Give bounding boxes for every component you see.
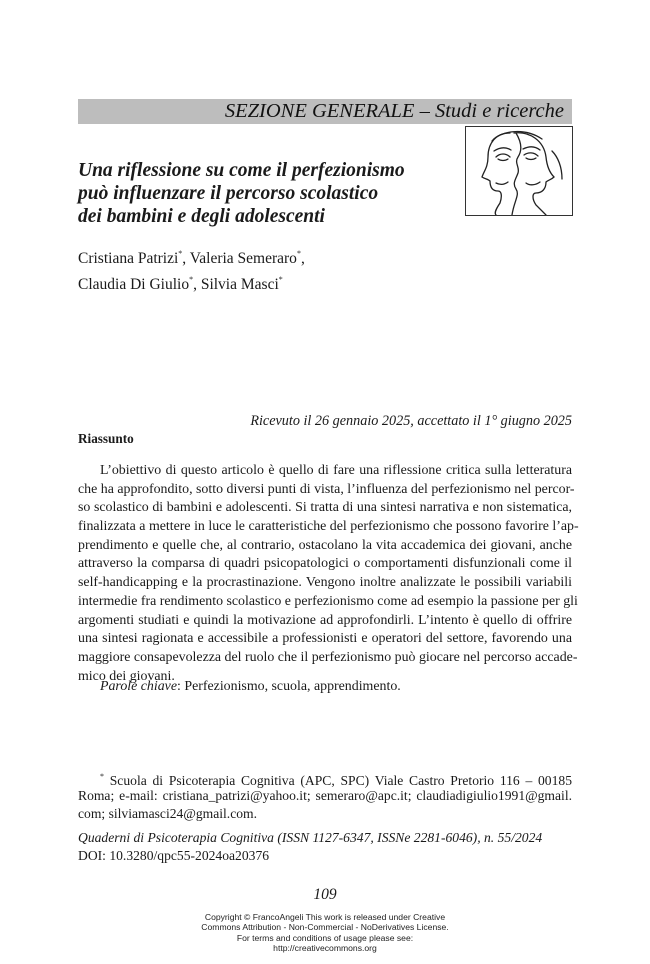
keywords-label: Parole chiave xyxy=(100,679,178,694)
title-line: Una riflessione su come il perfezionismo xyxy=(78,160,405,181)
abstract-line: che ha approfondito, sotto diversi punti di vista, l’influenza del perfezionismo nel percor- xyxy=(78,481,575,497)
journal-logo-faces-drawing xyxy=(465,126,573,216)
faces-sketch-icon xyxy=(466,127,572,215)
abstract-line: mico dei giovani. xyxy=(78,668,175,684)
abstract-heading: Riassunto xyxy=(78,431,134,446)
abstract-line: finalizzata a mettere in luce le caratteristiche del perfezionismo che possono favorire l’ap- xyxy=(78,519,579,535)
affiliation-mark: * xyxy=(178,249,183,258)
affiliation-mark: * xyxy=(296,249,301,258)
copyright-notice xyxy=(0,912,650,954)
abstract-line: attraverso la comparsa di quadri psicopatologici o comportamenti disfunzionali come il xyxy=(78,556,572,572)
author-separator: , xyxy=(193,276,201,293)
author-list xyxy=(78,243,458,295)
abstract-line: maggiore consapevolezza del ruolo che il perfezionismo può giocare nel percorso accade- xyxy=(78,649,578,665)
abstract-line: self-handicapping e la procrastinazione. Vengono inoltre analizzate le possibili variabili xyxy=(78,575,572,591)
section-header-bar xyxy=(78,99,572,124)
author-line xyxy=(78,243,458,269)
author-name: Silvia Masci xyxy=(200,276,279,293)
author-name: Valeria Semeraro xyxy=(189,250,297,267)
author-name: Claudia Di Giulio xyxy=(78,276,190,293)
abstract-line: argomenti studiati e quindi la motivazione ad approfondirli. L’intento è quello di offrire xyxy=(78,612,572,628)
author-separator: , xyxy=(300,250,305,267)
affiliation-mark: * xyxy=(189,275,194,284)
footnote-line: com; silviamasci24@gmail.com. xyxy=(78,806,258,822)
section-title: SEZIONE GENERALE – Studi e ricerche xyxy=(224,100,564,122)
footnote-line xyxy=(78,768,572,787)
copyright-link[interactable]: http://creativecommons.org xyxy=(273,943,377,954)
abstract-line: intermedie fra rendimento scolastico e perfezionismo come ad esempio la passione per gli xyxy=(78,593,578,609)
copyright-line: Copyright © FrancoAngeli This work is released under Creative xyxy=(204,912,446,922)
copyright-line: For terms and conditions of usage please see: xyxy=(236,932,414,943)
abstract-body xyxy=(78,462,579,686)
title-line: può influenzare il percorso scolastico xyxy=(78,183,379,204)
footnote-line: Roma; e-mail: cristiana_patrizi@yahoo.it; semeraro@apc.it; claudiadigiulio1991@gmail. xyxy=(78,787,572,803)
author-line xyxy=(78,269,458,295)
footnote-mark: * xyxy=(100,772,104,781)
keywords-list: : Perfezionismo, scuola, apprendimento. xyxy=(177,679,401,694)
keywords xyxy=(100,679,401,695)
page-number: 109 xyxy=(313,886,337,903)
doi: DOI: 10.3280/qpc55-2024oa20376 xyxy=(78,848,270,863)
abstract-line: prendimento e quelle che, al contrario, ostacolano la vita accademica dei giovani, anche xyxy=(78,537,572,553)
abstract-line: una sintesi ragionata e accessibile a professionisti e operatori del settore, favorendo una xyxy=(78,631,572,647)
title-line: dei bambini e degli adolescenti xyxy=(78,206,325,227)
author-separator: , xyxy=(182,250,190,267)
abstract-line: L’obiettivo di questo articolo è quello di fare una riflessione critica sulla letteratura xyxy=(100,463,572,478)
abstract-line: so scolastico di bambini e adolescenti. Si tratta di una sintesi narrativa e non sistematica, xyxy=(78,500,572,516)
affiliation-footnote xyxy=(78,768,572,824)
author-name: Cristiana Patrizi xyxy=(78,250,179,267)
article-title xyxy=(78,159,448,228)
footnote-text: Scuola di Psicoterapia Cognitiva (APC, SPC) Viale Castro Pretorio 116 – 00185 xyxy=(109,773,572,788)
copyright-line: Commons Attribution - Non-Commercial - NoDerivatives License. xyxy=(201,922,449,933)
affiliation-mark: * xyxy=(278,275,283,284)
received-accepted-dates: Ricevuto il 26 gennaio 2025, accettato il 1° giugno 2025 xyxy=(250,413,572,429)
journal-citation: Quaderni di Psicoterapia Cognitiva (ISSN 1127-6347, ISSNe 2281-6046), n. 55/2024 xyxy=(78,830,543,845)
